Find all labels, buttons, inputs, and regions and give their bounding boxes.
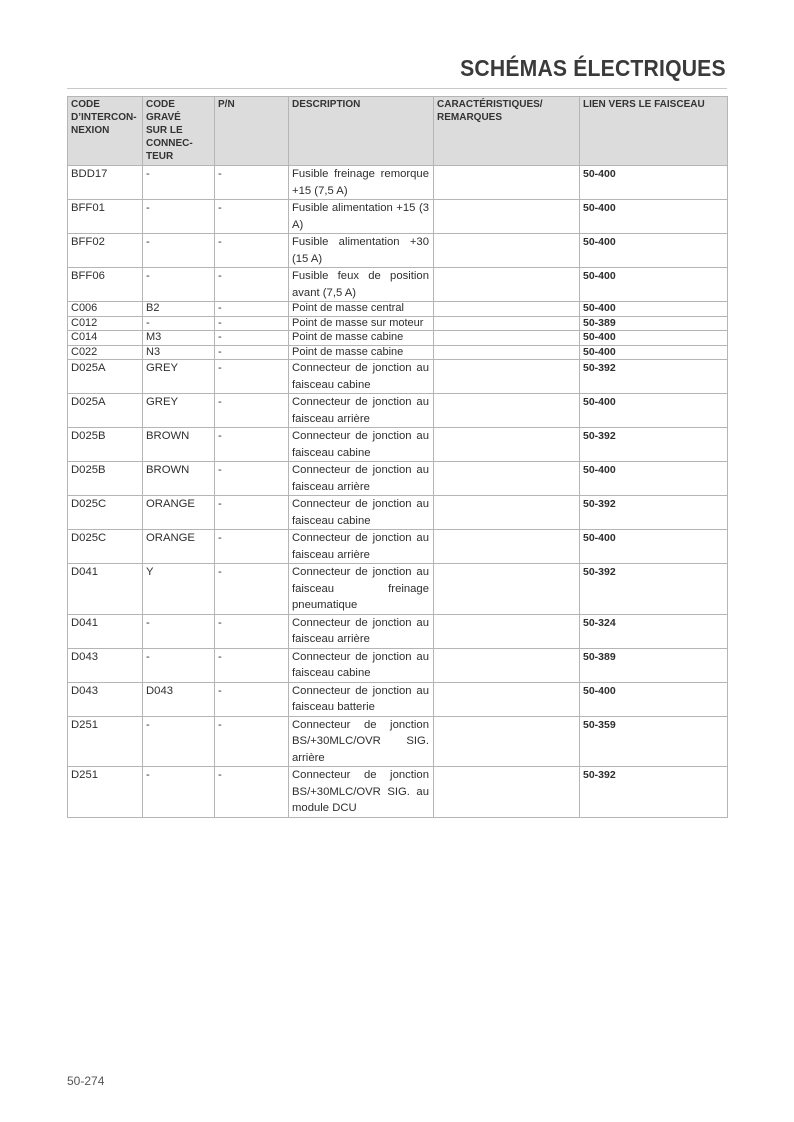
cell-code: D251 (68, 716, 143, 767)
cell-engraved-code: - (143, 614, 215, 648)
cell-remarks (434, 496, 580, 530)
cell-pn: - (215, 428, 289, 462)
cell-remarks (434, 648, 580, 682)
table-row (68, 360, 728, 394)
table-row (68, 614, 728, 648)
cell-remarks (434, 682, 580, 716)
cell-harness-link: 50-392 (580, 360, 728, 394)
cell-pn: - (215, 767, 289, 818)
cell-remarks (434, 166, 580, 200)
cell-code: D025B (68, 428, 143, 462)
cell-remarks (434, 316, 580, 331)
table-row (68, 345, 728, 360)
cell-pn: - (215, 564, 289, 615)
table-row (68, 200, 728, 234)
cell-harness-link: 50-359 (580, 716, 728, 767)
cell-remarks (434, 234, 580, 268)
cell-pn: - (215, 331, 289, 346)
cell-pn: - (215, 166, 289, 200)
cell-description: Connecteur de jonction au faisceau cabine (289, 496, 434, 530)
cell-code: D043 (68, 682, 143, 716)
table-row (68, 648, 728, 682)
table-row (68, 316, 728, 331)
cell-pn: - (215, 302, 289, 317)
cell-engraved-code: GREY (143, 360, 215, 394)
cell-harness-link: 50-400 (580, 530, 728, 564)
cell-remarks (434, 200, 580, 234)
cell-remarks (434, 614, 580, 648)
cell-remarks (434, 530, 580, 564)
cell-remarks (434, 302, 580, 317)
cell-harness-link: 50-392 (580, 564, 728, 615)
cell-description: Connecteur de jonction au faisceau cabine (289, 360, 434, 394)
cell-remarks (434, 564, 580, 615)
cell-description: Fusible alimentation +30 (15 A) (289, 234, 434, 268)
cell-description: Connecteur de jonction BS/+30MLC/OVR SIG. arrière (289, 716, 434, 767)
cell-harness-link: 50-392 (580, 428, 728, 462)
cell-harness-link: 50-400 (580, 234, 728, 268)
cell-pn: - (215, 716, 289, 767)
cell-engraved-code: M3 (143, 331, 215, 346)
table-row (68, 166, 728, 200)
cell-code: D025C (68, 496, 143, 530)
table-row (68, 268, 728, 302)
table-row (68, 331, 728, 346)
cell-engraved-code: - (143, 234, 215, 268)
cell-harness-link: 50-400 (580, 682, 728, 716)
cell-harness-link: 50-392 (580, 496, 728, 530)
table-row (68, 428, 728, 462)
cell-harness-link: 50-400 (580, 302, 728, 317)
page-title: SCHÉMAS ÉLECTRIQUES (460, 55, 726, 81)
cell-pn: - (215, 682, 289, 716)
cell-harness-link: 50-389 (580, 648, 728, 682)
cell-code: D025A (68, 394, 143, 428)
cell-code: C022 (68, 345, 143, 360)
cell-code: D025A (68, 360, 143, 394)
cell-engraved-code: Y (143, 564, 215, 615)
cell-engraved-code: - (143, 166, 215, 200)
cell-harness-link: 50-400 (580, 331, 728, 346)
cell-remarks (434, 767, 580, 818)
column-header-engraved-code: CODE GRAVÉ SUR LE CONNEC- TEUR (143, 97, 215, 166)
cell-description: Connecteur de jonction au faisceau cabine (289, 428, 434, 462)
page-number: 50-274 (67, 1074, 105, 1088)
cell-pn: - (215, 316, 289, 331)
cell-pn: - (215, 462, 289, 496)
table-row (68, 682, 728, 716)
cell-pn: - (215, 200, 289, 234)
cell-code: D041 (68, 614, 143, 648)
cell-engraved-code: N3 (143, 345, 215, 360)
cell-description: Point de masse central (289, 302, 434, 317)
cell-harness-link: 50-324 (580, 614, 728, 648)
title-divider (67, 88, 727, 89)
column-header-description: DESCRIPTION (289, 97, 434, 166)
cell-description: Fusible freinage remorque +15 (7,5 A) (289, 166, 434, 200)
cell-code: BFF02 (68, 234, 143, 268)
table-row (68, 234, 728, 268)
cell-pn: - (215, 530, 289, 564)
cell-description: Point de masse cabine (289, 345, 434, 360)
cell-description: Connecteur de jonction au faisceau freinage pneumatique (289, 564, 434, 615)
cell-harness-link: 50-400 (580, 200, 728, 234)
column-header-pn: P/N (215, 97, 289, 166)
table-row (68, 564, 728, 615)
cell-description: Connecteur de jonction au faisceau arrière (289, 614, 434, 648)
cell-description: Connecteur de jonction au faisceau arrière (289, 462, 434, 496)
cell-code: D025C (68, 530, 143, 564)
cell-code: C006 (68, 302, 143, 317)
cell-engraved-code: D043 (143, 682, 215, 716)
cell-engraved-code: ORANGE (143, 530, 215, 564)
cell-harness-link: 50-400 (580, 166, 728, 200)
table-row (68, 462, 728, 496)
cell-pn: - (215, 234, 289, 268)
cell-remarks (434, 331, 580, 346)
cell-engraved-code: B2 (143, 302, 215, 317)
cell-engraved-code: - (143, 648, 215, 682)
cell-description: Connecteur de jonction au faisceau arrière (289, 530, 434, 564)
cell-remarks (434, 716, 580, 767)
cell-description: Fusible feux de position avant (7,5 A) (289, 268, 434, 302)
cell-remarks (434, 394, 580, 428)
cell-description: Connecteur de jonction BS/+30MLC/OVR SIG. au module DCU (289, 767, 434, 818)
cell-engraved-code: GREY (143, 394, 215, 428)
cell-engraved-code: BROWN (143, 428, 215, 462)
cell-engraved-code: - (143, 767, 215, 818)
cell-code: BFF01 (68, 200, 143, 234)
table-row (68, 394, 728, 428)
cell-pn: - (215, 614, 289, 648)
table-row (68, 496, 728, 530)
cell-engraved-code: - (143, 316, 215, 331)
cell-remarks (434, 428, 580, 462)
cell-description: Point de masse cabine (289, 331, 434, 346)
cell-code: D251 (68, 767, 143, 818)
cell-pn: - (215, 496, 289, 530)
cell-pn: - (215, 268, 289, 302)
cell-remarks (434, 345, 580, 360)
cell-harness-link: 50-400 (580, 345, 728, 360)
cell-description: Fusible alimentation +15 (3 A) (289, 200, 434, 234)
cell-pn: - (215, 360, 289, 394)
cell-harness-link: 50-400 (580, 268, 728, 302)
cell-code: D041 (68, 564, 143, 615)
cell-engraved-code: BROWN (143, 462, 215, 496)
table-header-row (68, 97, 728, 166)
cell-code: C014 (68, 331, 143, 346)
table-row (68, 530, 728, 564)
cell-description: Connecteur de jonction au faisceau arrière (289, 394, 434, 428)
cell-remarks (434, 462, 580, 496)
cell-harness-link: 50-389 (580, 316, 728, 331)
cell-description: Connecteur de jonction au faisceau cabine (289, 648, 434, 682)
table-row (68, 716, 728, 767)
column-header-harness-link: LIEN VERS LE FAISCEAU (580, 97, 728, 166)
cell-engraved-code: ORANGE (143, 496, 215, 530)
cell-engraved-code: - (143, 716, 215, 767)
cell-code: D025B (68, 462, 143, 496)
column-header-remarks: CARACTÉRISTIQUES/ REMARQUES (434, 97, 580, 166)
cell-harness-link: 50-400 (580, 462, 728, 496)
cell-remarks (434, 268, 580, 302)
table-row (68, 302, 728, 317)
cell-code: D043 (68, 648, 143, 682)
table-body (68, 166, 728, 818)
cell-pn: - (215, 345, 289, 360)
cell-harness-link: 50-392 (580, 767, 728, 818)
cell-engraved-code: - (143, 200, 215, 234)
cell-description: Point de masse sur moteur (289, 316, 434, 331)
cell-code: BDD17 (68, 166, 143, 200)
cell-description: Connecteur de jonction au faisceau batterie (289, 682, 434, 716)
cell-remarks (434, 360, 580, 394)
cell-code: BFF06 (68, 268, 143, 302)
cell-pn: - (215, 648, 289, 682)
cell-code: C012 (68, 316, 143, 331)
cell-engraved-code: - (143, 268, 215, 302)
column-header-code: CODE D’INTERCON- NEXION (68, 97, 143, 166)
cell-harness-link: 50-400 (580, 394, 728, 428)
table-row (68, 767, 728, 818)
cell-pn: - (215, 394, 289, 428)
interconnection-table (67, 96, 728, 818)
